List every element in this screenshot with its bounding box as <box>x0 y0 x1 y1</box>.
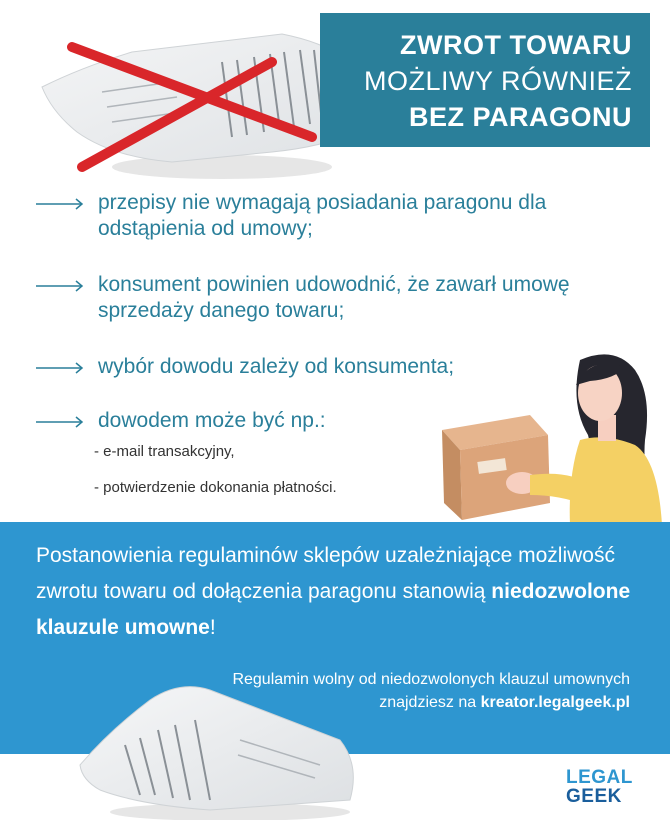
bullet-text: wybór dowodu zależy od konsumenta; <box>98 355 455 378</box>
band-text-start: Postanowienia regulaminów sklepów uzależniające możliwość zwrotu towaru od dołączenia paragonu stanowią <box>36 544 615 603</box>
legalgeek-logo <box>566 768 636 812</box>
sub-item: - e-mail transakcyjny, <box>94 443 235 460</box>
title-box <box>320 13 650 147</box>
bullet-text: przepisy nie wymagają posiadania paragonu dla odstąpienia od umowy; <box>98 191 547 240</box>
band-text-bold: niedozwolone klauzule umowne <box>36 580 631 639</box>
woman-with-box-illustration <box>430 345 670 525</box>
band-statement <box>36 538 646 646</box>
promo-copy: Regulamin wolny od niedozwolonych klauzul umownych znajdziesz na <box>232 671 630 711</box>
arrow-right-icon <box>36 198 84 210</box>
promo-link[interactable]: kreator.legalgeek.pl <box>480 694 630 711</box>
bullet-text: konsument powinien udowodnić, że zawarł umowę sprzedaży danego towaru; <box>98 273 570 322</box>
title-line-1: ZWROT TOWARU <box>400 30 632 60</box>
arrow-right-icon <box>36 280 84 292</box>
title-line-2: MOŻLIWY RÓWNIEŻ <box>364 66 632 96</box>
promo-text <box>190 668 630 714</box>
crossed-receipt-icon <box>22 12 362 182</box>
arrow-right-icon <box>36 362 84 374</box>
sub-item: - potwierdzenie dokonania płatności. <box>94 479 337 496</box>
bullet-text: dowodem może być np.: <box>98 409 326 432</box>
title-line-3: BEZ PARAGONU <box>408 102 632 132</box>
logo-line-2: GEEK <box>566 786 622 807</box>
arrow-right-icon <box>36 416 84 428</box>
logo-line-1: LEGAL <box>566 767 633 788</box>
band-text-end: ! <box>209 616 216 639</box>
